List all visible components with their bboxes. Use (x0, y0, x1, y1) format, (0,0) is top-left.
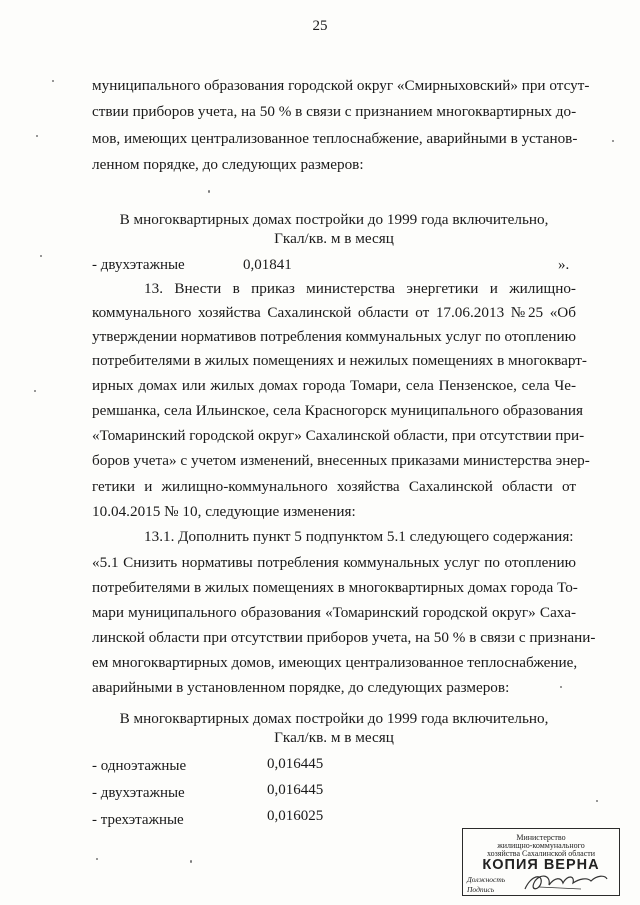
paragraph-13-line: утверждении нормативов потребления коммунальных услуг по отоплению (92, 328, 576, 345)
paragraph-13-line: ирных домах или жилых домах города Томари, села Пензенское, села Че- (92, 377, 576, 394)
scan-speck (208, 190, 210, 193)
stamp-line: Министерство (516, 833, 566, 842)
paragraph-5-1-line: мари муниципального образования «Томаринский городской округ» Саха- (92, 604, 576, 621)
scan-speck (560, 686, 562, 688)
table-1-heading: В многоквартирных домах постройки до 1999 года включительно, (119, 211, 549, 228)
page-number: 25 (312, 18, 328, 34)
stamp-field-signature: Подпись (467, 885, 495, 894)
table-2-row-value: 0,016445 (267, 756, 324, 772)
scan-speck (36, 135, 38, 137)
paragraph-5-1-line: ем многоквартирных домов, имеющих централизованное теплоснабжение, (92, 654, 578, 671)
table-1-row-suffix: ». (558, 257, 570, 273)
table-2-heading: В многоквартирных домах постройки до 1999 года включительно, (119, 710, 549, 727)
paragraph-5-1-line: «5.1 Снизить нормативы потребления коммунальных услуг по отоплению (92, 554, 576, 571)
table-2-row-value: 0,016445 (267, 782, 324, 798)
paragraph-13-line: 13. Внести в приказ министерства энергетики и жилищно- (144, 280, 576, 297)
paragraph-1-line: ствии приборов учета, на 50 % в связи с признанием многоквартирных до- (92, 103, 577, 120)
copy-certified-stamp (462, 828, 620, 896)
paragraph-5-1-line: потребителями в жилых помещениях в многоквартирных домах города То- (92, 579, 578, 596)
stamp-line: жилищно-коммунального (497, 841, 585, 850)
table-2-unit: Гкал/кв. м в месяц (274, 729, 394, 746)
paragraph-13-line: «Томаринский городской округ» Сахалинской области, при отсутствии при- (92, 427, 585, 444)
stamp-line: хозяйства Сахалинской области (486, 849, 596, 858)
paragraph-1-line: муниципального образования городской округ «Смирныховский» при отсут- (92, 77, 590, 94)
scan-speck (40, 255, 42, 257)
paragraph-13-line: ремшанка, села Ильинское, села Красногорск муниципального образования (92, 402, 583, 419)
paragraph-13-line: гетики и жилищно-коммунального хозяйства Сахалинской области от (92, 478, 576, 495)
handwritten-signature (521, 869, 611, 895)
paragraph-5-1-line: линской области при отсутствии приборов учета, на 50 % в связи с признани- (92, 629, 596, 646)
table-2-row-value: 0,016025 (267, 808, 324, 824)
paragraph-13-line: боров учета» с учетом изменений, внесенных приказами министерства энер- (92, 452, 590, 469)
stamp-title: КОПИЯ ВЕРНА (482, 857, 600, 873)
table-2-row-label: - трехэтажные (92, 812, 184, 828)
paragraph-13-1: 13.1. Дополнить пункт 5 подпунктом 5.1 следующего содержания: (144, 528, 574, 545)
scan-speck (190, 860, 192, 863)
table-1-row-label: - двухэтажные (92, 257, 185, 273)
paragraph-13-line: коммунального хозяйства Сахалинской области от 17.06.2013 №25 «Об (92, 304, 576, 321)
table-2-row-label: - одноэтажные (92, 758, 187, 774)
paragraph-5-1-line: аварийными в установленном порядке, до следующих размеров: (92, 679, 510, 696)
scan-speck (52, 80, 54, 82)
scan-speck (612, 140, 614, 142)
paragraph-13-line: потребителями в жилых помещениях и нежилых помещениях в многокварт- (92, 352, 587, 369)
scan-speck (34, 390, 36, 392)
table-1-unit: Гкал/кв. м в месяц (274, 230, 394, 247)
stamp-field-position: Должность (467, 875, 506, 884)
scan-speck (96, 858, 98, 860)
paragraph-1-line: ленном порядке, до следующих размеров: (92, 156, 364, 173)
table-1-row-value: 0,01841 (243, 257, 292, 273)
scan-speck (596, 800, 598, 802)
table-2-row-label: - двухэтажные (92, 785, 185, 801)
paragraph-1-line: мов, имеющих централизованное теплоснабжение, аварийными в установ- (92, 130, 578, 147)
paragraph-13-line: 10.04.2015 № 10, следующие изменения: (92, 503, 356, 520)
